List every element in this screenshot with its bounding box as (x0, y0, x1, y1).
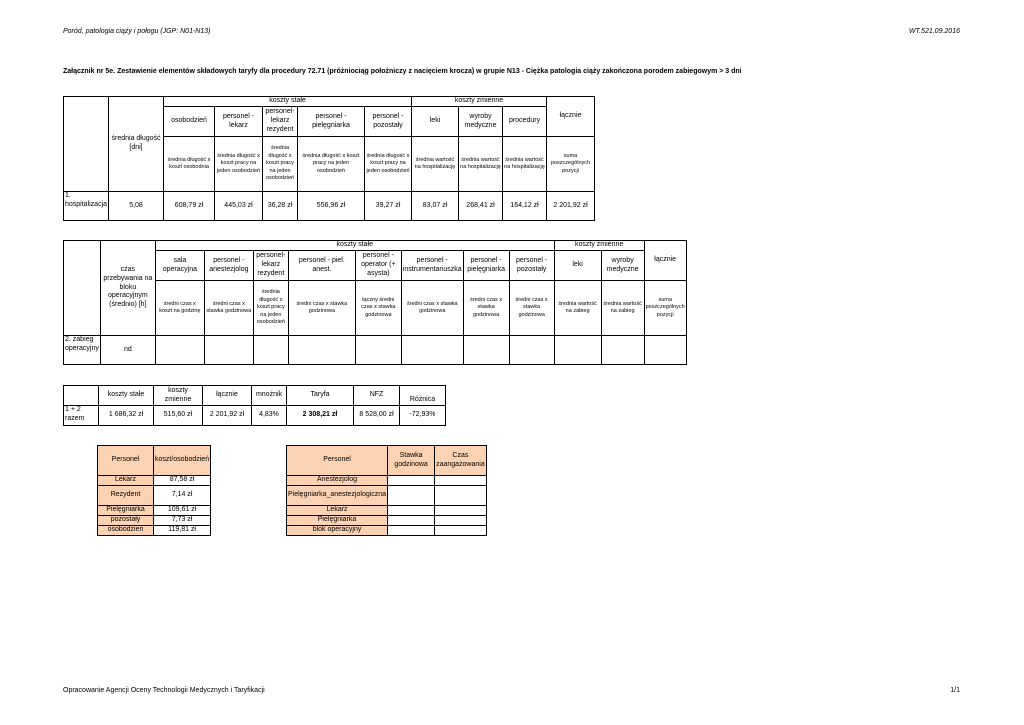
value-cell: nd (100, 336, 155, 365)
col-header: personel - pielęgniarka (463, 251, 509, 281)
formula-cell: średnia długość x koszt pracy na jeden osobodzień (263, 137, 298, 192)
empty-cell (601, 336, 644, 365)
formula-cell: łączny średni czas x stawka godzinowa (355, 281, 401, 336)
empty-cell (435, 516, 487, 526)
variable-costs-group-header: koszty zmienne (412, 97, 547, 107)
value-cell: 2 201,92 zł (203, 406, 252, 426)
col-header: personel - instrumentariuszka (401, 251, 463, 281)
value-cell: -72,93% (400, 406, 446, 426)
formula-cell: średnia wartość na hospitalizację (503, 137, 547, 192)
value-cell: 8 528,00 zł (354, 406, 400, 426)
col-header: łącznie (203, 386, 252, 406)
row-label: 2. zabieg operacyjny (64, 336, 101, 365)
value-cell: 83,07 zł (412, 192, 459, 221)
value-cell: 164,12 zł (503, 192, 547, 221)
value-cell: 5,08 (109, 192, 164, 221)
value-cell: 119,81 zł (154, 526, 211, 536)
value-cell: 87,58 zł (154, 476, 211, 486)
personnel-name: osobodzień (98, 526, 154, 536)
personnel-name: Pielęgniarka (287, 516, 388, 526)
duration-header: czas przebywania na bloku operacyjnym (średnio) [h] (100, 241, 155, 336)
col-header: personel- lekarz rezydent (253, 251, 288, 281)
value-cell: 39,27 zł (365, 192, 412, 221)
personnel-name: Pielęgniarka_anestezjologiczna (287, 486, 388, 506)
value-cell: 2 201,92 zł (547, 192, 595, 221)
value-cell: 556,96 zł (298, 192, 365, 221)
empty-cell (509, 336, 554, 365)
total-header: łącznie (547, 97, 595, 137)
col-header: Personel (98, 446, 154, 476)
formula-cell: średni czas x koszt na godzinę (155, 281, 204, 336)
document-header-left: Poród, patologia ciąży i połogu (JGP: N01-N13) (63, 28, 211, 35)
formula-cell: średni czas x stawka godzinowa (463, 281, 509, 336)
formula-cell: średnia długość x koszt pracy na jeden osobodzień (298, 137, 365, 192)
formula-cell: suma poszczególnych pozycji (547, 137, 595, 192)
col-header: mnożnik (252, 386, 287, 406)
formula-cell: średnia długość x koszt pracy na jeden osobodzień (365, 137, 412, 192)
empty-cell (388, 506, 435, 516)
col-header: leki (412, 107, 459, 137)
col-header: Różnica (400, 386, 446, 406)
col-header: personel - pielęgniarka (298, 107, 365, 137)
col-header: wyroby medyczne (601, 251, 644, 281)
personnel-name: Lekarz (287, 506, 388, 516)
empty-cell (155, 336, 204, 365)
col-header: procedury (503, 107, 547, 137)
fixed-costs-group-header: koszty stałe (164, 97, 412, 107)
formula-cell: średnia długość x koszt pracy na jeden osobodzień (253, 281, 288, 336)
row-label: 1 + 2 razem (64, 406, 99, 426)
personnel-hourly-rate-table (286, 445, 487, 536)
empty-cell (388, 526, 435, 536)
total-header: łącznie (644, 241, 686, 281)
row-label: 1. hospitalizacja (64, 192, 109, 221)
summary-table (63, 385, 446, 426)
col-header: personel - lekarz (215, 107, 263, 137)
personnel-name: Pielęgniarka (98, 506, 154, 516)
empty-cell (463, 336, 509, 365)
surgery-cost-table (63, 240, 687, 365)
empty-cell (644, 336, 686, 365)
document-header-right: WT.521.09.2016 (908, 28, 960, 35)
variable-costs-group-header: koszty zmienne (554, 241, 644, 251)
length-header: średnia długość [dni] (109, 97, 164, 192)
empty-cell (435, 476, 487, 486)
formula-cell: suma poszczególnych pozycji (644, 281, 686, 336)
value-cell: 1 686,32 zł (99, 406, 154, 426)
row-label-header (64, 241, 101, 336)
col-header: personel - piel. anest. (288, 251, 355, 281)
col-header: sala operacyjna (155, 251, 204, 281)
col-header: koszty zmienne (154, 386, 203, 406)
formula-cell: średnia długość x koszt pracy na jeden osobodzień (215, 137, 263, 192)
empty-cell (388, 476, 435, 486)
value-cell: 445,03 zł (215, 192, 263, 221)
col-header: personel - pozostały (365, 107, 412, 137)
empty-cell (401, 336, 463, 365)
personnel-daily-cost-table (97, 445, 211, 536)
col-header: personel - anestezjolog (204, 251, 253, 281)
col-header: koszty stałe (99, 386, 154, 406)
col-header: wyroby medyczne (459, 107, 503, 137)
value-cell: 36,28 zł (263, 192, 298, 221)
hospitalization-cost-table (63, 96, 595, 221)
value-cell: 268,41 zł (459, 192, 503, 221)
col-header: Stawka godzinowa (388, 446, 435, 476)
col-header: leki (554, 251, 601, 281)
col-header: Czas zaangażowania (435, 446, 487, 476)
formula-cell: średni czas x stawka godzinowa (288, 281, 355, 336)
fixed-costs-group-header: koszty stałe (155, 241, 554, 251)
empty-cell (554, 336, 601, 365)
col-header: NFZ (354, 386, 400, 406)
personnel-name: blok operacyjny (287, 526, 388, 536)
value-cell: 7,14 zł (154, 486, 211, 506)
formula-cell: średnia wartość na zabieg (554, 281, 601, 336)
empty-cell (253, 336, 288, 365)
value-cell: 515,60 zł (154, 406, 203, 426)
formula-cell: średni czas x stawka godzinowa (509, 281, 554, 336)
col-header: osobodzień (164, 107, 215, 137)
personnel-name: Anestezjolog (287, 476, 388, 486)
tariff-value: 2 308,21 zł (287, 406, 354, 426)
formula-cell: średni czas x stawka godzinowa (401, 281, 463, 336)
empty-cell (204, 336, 253, 365)
col-header: personel- lekarz rezydent (263, 107, 298, 137)
col-header: Taryfa (287, 386, 354, 406)
document-footer-left: Opracowanie Agencji Oceny Technologii Medycznych i Taryfikacji (63, 687, 265, 694)
empty-cell (388, 516, 435, 526)
empty-cell (435, 506, 487, 516)
col-header: personel - operator (+ asysta) (355, 251, 401, 281)
value-cell: 4,83% (252, 406, 287, 426)
row-label-header (64, 97, 109, 192)
value-cell: 608,79 zł (164, 192, 215, 221)
formula-cell: średnia wartość na hospitalizację (459, 137, 503, 192)
value-cell: 7,73 zł (154, 516, 211, 526)
empty-cell (355, 336, 401, 365)
col-header: personel - pozostały (509, 251, 554, 281)
formula-cell: średnia wartość na zabieg (601, 281, 644, 336)
col-header: Personel (287, 446, 388, 476)
page-number: 1/1 (950, 687, 960, 694)
empty-cell (388, 486, 435, 506)
empty-cell (288, 336, 355, 365)
empty-cell (435, 526, 487, 536)
value-cell: 109,61 zł (154, 506, 211, 516)
personnel-name: Lekarz (98, 476, 154, 486)
row-label-header (64, 386, 99, 406)
document-title: Załącznik nr 5e. Zestawienie elementów składowych taryfy dla procedury 72.71 (próżniociąg położniczy z nacięciem krocza) w grupie N13 - Ciężka patologia ciąży zakończona porodem zabiegowym > 3 dni (63, 68, 742, 75)
personnel-name: pozostały (98, 516, 154, 526)
formula-cell: średnia wartość na hospitalizację (412, 137, 459, 192)
formula-cell: średni czas x stawka godzinowa (204, 281, 253, 336)
personnel-name: Rezydent (98, 486, 154, 506)
formula-cell: średnia długość x koszt osobodnia (164, 137, 215, 192)
empty-cell (435, 486, 487, 506)
col-header: koszt/osobodzień (154, 446, 211, 476)
